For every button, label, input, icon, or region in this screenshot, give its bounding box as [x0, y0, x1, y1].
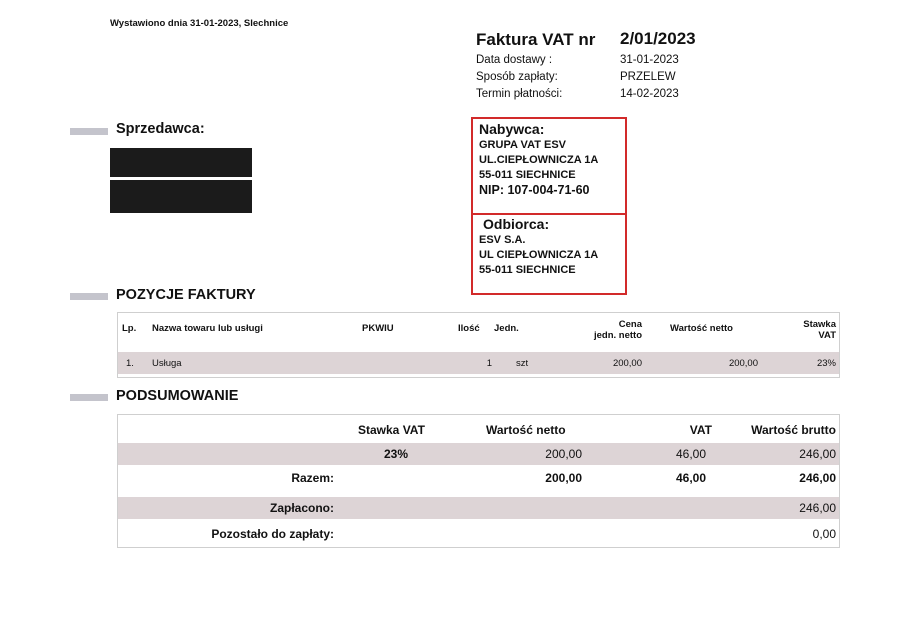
item-qty: 1	[486, 358, 492, 369]
items-section-title: POZYCJE FAKTURY	[116, 287, 256, 303]
table-row	[118, 352, 839, 374]
recipient-title: Odbiorca:	[483, 216, 550, 232]
items-header-net: Wartość netto	[670, 323, 733, 334]
summary-total-gross: 246,00	[799, 471, 836, 485]
seller-title: Sprzedawca:	[116, 121, 205, 137]
buyer-city: 55-011 SIECHNICE	[479, 169, 576, 181]
issued-date-line: Wystawiono dnia 31-01-2023, Slechnice	[110, 18, 289, 29]
summary-total-net: 200,00	[545, 471, 582, 485]
summary-remaining-gross: 0,00	[812, 527, 836, 541]
items-header-lp: Lp.	[122, 323, 137, 334]
summary-paid-gross: 246,00	[799, 501, 836, 515]
item-price: 200,00	[612, 358, 642, 369]
payment-due-value: 14-02-2023	[620, 88, 679, 100]
items-header-price-line2: jedn. netto	[593, 330, 642, 341]
item-unit: szt	[516, 358, 529, 369]
buyer-box	[471, 117, 627, 215]
buyer-title: Nabywca:	[479, 121, 545, 137]
items-header-vat-line2: VAT	[818, 330, 836, 341]
buyer-name: GRUPA VAT ESV	[479, 139, 566, 151]
item-vat: 23%	[816, 358, 836, 369]
delivery-date-label: Data dostawy :	[476, 54, 553, 66]
items-header-unit: Jedn.	[494, 323, 519, 334]
buyer-street: UL.CIEPŁOWNICZA 1A	[479, 154, 599, 166]
buyer-nip: NIP: 107-004-71-60	[479, 183, 590, 197]
summary-header-net: Wartość netto	[486, 423, 566, 437]
items-header-pkwiu: PKWIU	[362, 323, 394, 334]
items-header-name: Nazwa towaru lub usługi	[152, 323, 263, 334]
invoice-title: Faktura VAT nr	[476, 30, 596, 49]
recipient-box	[471, 213, 627, 295]
item-lp: 1.	[126, 358, 134, 369]
summary-total-vat: 46,00	[675, 471, 706, 485]
summary-header-gross: Wartość brutto	[751, 423, 836, 437]
items-section-marker	[70, 293, 108, 300]
table-row	[118, 443, 839, 465]
delivery-date-value: 31-01-2023	[620, 54, 679, 66]
summary-header-vat: VAT	[689, 423, 712, 437]
summary-rate-vat: 46,00	[675, 447, 706, 461]
summary-table	[117, 414, 840, 548]
recipient-city: 55-011 SIECHNICE	[479, 264, 576, 276]
table-row	[118, 497, 839, 519]
item-name: Usługa	[152, 358, 182, 369]
payment-method-label: Sposób zapłaty:	[476, 71, 558, 83]
seller-section-marker	[70, 128, 108, 135]
summary-remaining-label: Pozostało do zapłaty:	[211, 527, 334, 541]
seller-redaction-top	[110, 148, 252, 177]
summary-total-label: Razem:	[291, 471, 334, 485]
items-table	[117, 312, 840, 378]
table-row	[118, 467, 839, 489]
summary-header-rate: Stawka VAT	[358, 423, 425, 437]
summary-paid-label: Zapłacono:	[269, 501, 334, 515]
summary-rate-net: 200,00	[545, 447, 582, 461]
seller-redaction-bottom	[110, 180, 252, 213]
table-row	[118, 523, 839, 545]
payment-method-value: PRZELEW	[620, 71, 676, 83]
invoice-number: 2/01/2023	[620, 29, 696, 48]
recipient-name: ESV S.A.	[479, 234, 526, 246]
items-header-qty: Ilość	[458, 323, 480, 334]
summary-rate-gross: 246,00	[799, 447, 836, 461]
items-header-price	[558, 319, 642, 341]
payment-due-label: Termin płatności:	[476, 88, 563, 100]
items-header-price-line1: Cena	[618, 319, 642, 330]
summary-rate: 23%	[384, 447, 409, 461]
items-header-vat-line1: Stawka	[803, 319, 836, 330]
summary-section-title: PODSUMOWANIE	[116, 388, 239, 404]
recipient-street: UL CIEPŁOWNICZA 1A	[479, 249, 599, 261]
summary-section-marker	[70, 394, 108, 401]
item-net: 200,00	[728, 358, 758, 369]
items-header-vat	[778, 319, 836, 341]
